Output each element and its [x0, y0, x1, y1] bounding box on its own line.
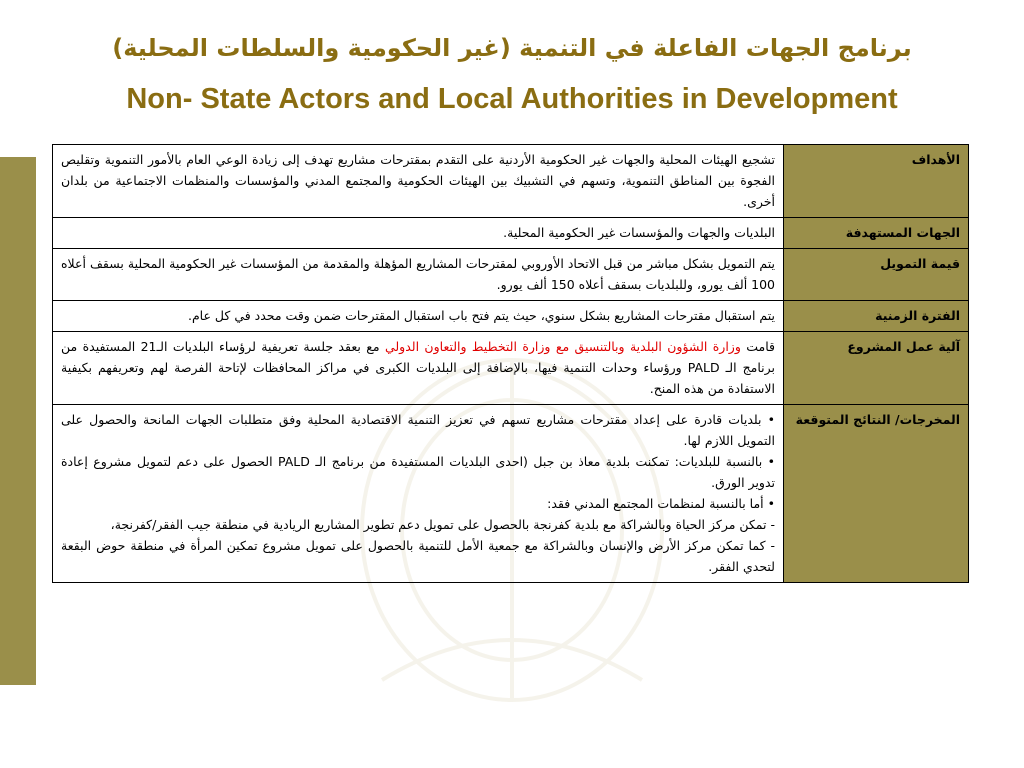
list-item: - كما تمكن مركز الأرض والإنسان وبالشراكة مع جمعية الأمل للتنمية بالحصول على تمويل مشروع تمكين المرأة في منطقة حوض البقعة لتحدي الفقر. [61, 538, 775, 574]
table-row-time-period [53, 301, 969, 332]
row-label: الجهات المستهدفة [784, 218, 969, 249]
mechanism-text-start: قامت [740, 339, 776, 354]
decorative-side-bar [0, 157, 36, 685]
page-title-english: Non- State Actors and Local Authorities in Development [126, 83, 898, 115]
program-table [52, 144, 969, 583]
row-content: البلديات والجهات والمؤسسات غير الحكومية المحلية. [53, 218, 784, 249]
ministries-highlight: وزارة الشؤون البلدية وبالتنسيق مع وزارة التخطيط والتعاون الدولي [384, 339, 741, 354]
row-label: آلية عمل المشروع [784, 332, 969, 405]
table-row-outputs [53, 405, 969, 583]
page-title-arabic: برنامج الجهات الفاعلة في التنمية (غير الحكومية والسلطات المحلية) [112, 34, 912, 62]
list-item: • بلديات قادرة على إعداد مقترحات مشاريع تسهم في تعزيز التنمية الاقتصادية المحلية وفق متطلبات الجهات المانحة والحصول على التمويل اللازم لها. [61, 412, 775, 448]
table-row-objectives [53, 145, 969, 218]
list-item: • أما بالنسبة لمنظمات المجتمع المدني فقد: [547, 496, 775, 511]
row-content: تشجيع الهيئات المحلية والجهات غير الحكومية الأردنية على التقدم بمقترحات مشاريع تهدف إلى زيادة الوعي العام بالأمور التنموية وتقليص الفجوة بين المناطق التنموية، وتسهم في التشبيك بين الهيئات الحكومية والمجتمع المدني والمؤسسات والمنظمات الاجتماعية من بلدان أخرى. [53, 145, 784, 218]
row-content: يتم التمويل بشكل مباشر من قبل الاتحاد الأوروبي لمقترحات المشاريع المؤهلة والمقدمة من المؤسسات غير الحكومية المحلية بسقف أعلاه 100 ألف يورو، وللبلديات بسقف أعلاه 150 ألف يورو. [53, 249, 784, 301]
list-item: • بالنسبة للبلديات: تمكنت بلدية معاذ بن جبل (احدى البلديات المستفيدة من برنامج الـ PALD الحصول على دعم لتمويل مشروع إعادة تدوير الورق. [61, 454, 776, 490]
row-label: المخرجات/ النتائج المتوقعة [784, 405, 969, 583]
row-content [53, 332, 784, 405]
table-row-mechanism [53, 332, 969, 405]
row-label: الفترة الزمنية [784, 301, 969, 332]
row-content: يتم استقبال مقترحات المشاريع بشكل سنوي، حيث يتم فتح باب استقبال المقترحات ضمن وقت محدد في كل عام. [53, 301, 784, 332]
row-label: الأهداف [784, 145, 969, 218]
row-label: قيمة التمويل [784, 249, 969, 301]
mechanism-text-end: مع بعقد جلسة تعريفية لرؤساء البلديات الـ21 المستفيدة من برنامج الـ PALD ورؤساء وحدات التنمية فيها، بالإضافة إلى البلديات الكبرى في مراكز المحافظات لإتاحة الفرصة لهم وتعريفهم بكيفية الاستفادة من هذه المنح. [61, 339, 775, 396]
table-row-funding-value [53, 249, 969, 301]
list-item: - تمكن مركز الحياة وبالشراكة مع بلدية كفرنجة بالحصول على تمويل دعم تطوير المشاريع الريادية في منطقة جيب الفقر/كفرنجة، [110, 517, 775, 532]
row-content [53, 405, 784, 583]
table-row-target-groups [53, 218, 969, 249]
